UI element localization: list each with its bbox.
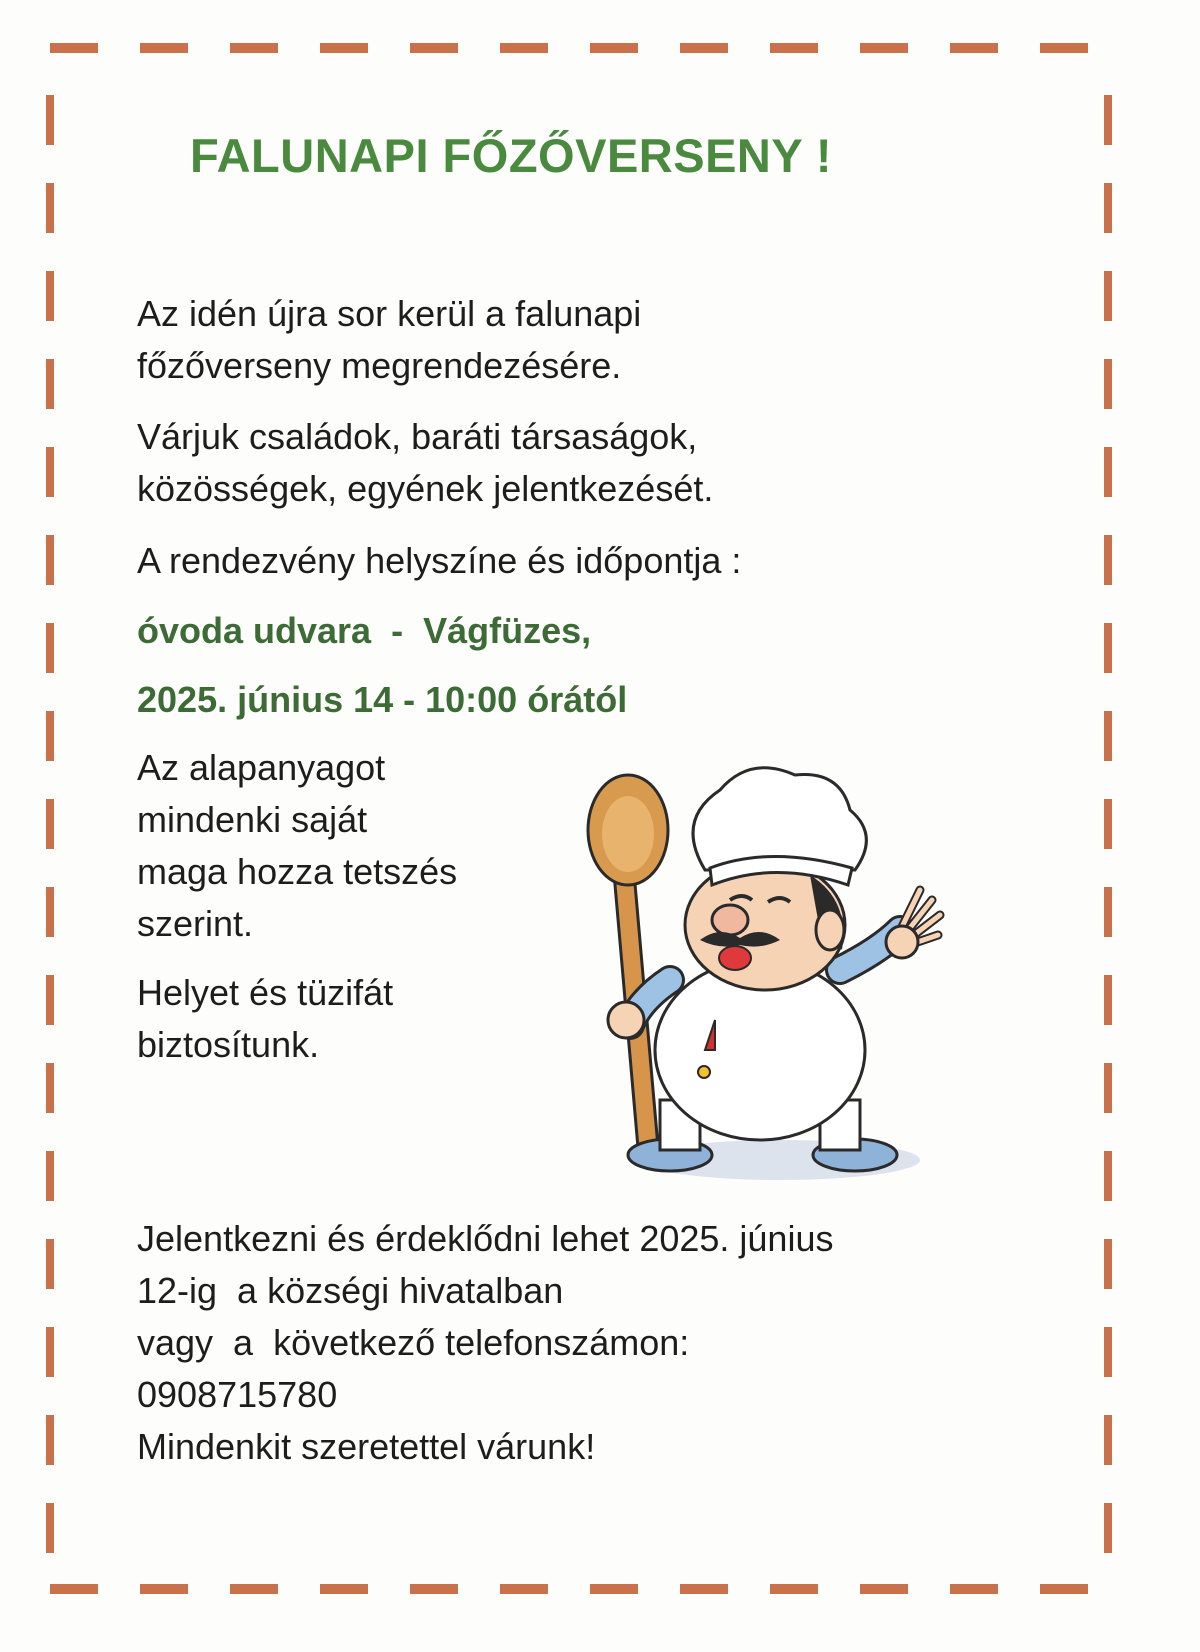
- border-dash: [46, 799, 54, 849]
- border-dash: [950, 43, 998, 53]
- border-dash: [1040, 1584, 1088, 1594]
- border-dash: [46, 447, 54, 497]
- venue-location: óvoda udvara - Vágfüzes,: [137, 610, 592, 651]
- border-dash: [680, 1584, 728, 1594]
- ingredients-line-1: Az alapanyagot: [137, 747, 386, 788]
- border-dash: [1104, 1063, 1112, 1113]
- border-dash: [320, 43, 368, 53]
- border-dash: [770, 1584, 818, 1594]
- event-datetime: 2025. június 14 - 10:00 órától: [137, 679, 628, 720]
- chef-with-wooden-spoon-icon: [580, 750, 960, 1210]
- border-dash: [46, 359, 54, 409]
- venue-label: A rendezvény helyszíne és időpontja :: [137, 540, 742, 581]
- border-dash: [1104, 1151, 1112, 1201]
- border-dash: [46, 623, 54, 673]
- border-dash: [860, 1584, 908, 1594]
- border-dash: [770, 43, 818, 53]
- border-dash: [1104, 799, 1112, 849]
- border-dash: [140, 1584, 188, 1594]
- border-dash: [46, 95, 54, 145]
- intro-line-2: főzőverseny megrendezésére.: [137, 345, 622, 386]
- border-dash: [950, 1584, 998, 1594]
- border-dash: [590, 1584, 638, 1594]
- provide-line-2: biztosítunk.: [137, 1024, 320, 1065]
- provide-line-1: Helyet és tüzifát: [137, 972, 394, 1013]
- border-dash: [50, 1584, 98, 1594]
- border-dash: [46, 711, 54, 761]
- border-dash: [1104, 1415, 1112, 1465]
- border-dash: [46, 1239, 54, 1289]
- border-dash: [46, 271, 54, 321]
- border-dash: [410, 43, 458, 53]
- closing-line: Mindenkit szeretettel várunk!: [137, 1426, 596, 1467]
- border-dash: [1104, 1327, 1112, 1377]
- border-dash: [46, 535, 54, 585]
- border-dash: [1104, 535, 1112, 585]
- contact-line-2: 12-ig a községi hivatalban: [137, 1270, 564, 1311]
- contact-line-3: vagy a következő telefonszámon:: [137, 1322, 690, 1363]
- border-dash: [230, 1584, 278, 1594]
- border-dash: [1104, 887, 1112, 937]
- invite-line-1: Várjuk családok, baráti társaságok,: [137, 416, 698, 457]
- border-dash: [1040, 43, 1088, 53]
- border-dash: [1104, 711, 1112, 761]
- border-dash: [1104, 975, 1112, 1025]
- border-dash: [590, 43, 638, 53]
- ingredients-line-4: szerint.: [137, 903, 254, 944]
- border-dash: [46, 975, 54, 1025]
- border-dash: [500, 43, 548, 53]
- border-dash: [860, 43, 908, 53]
- border-dash: [1104, 271, 1112, 321]
- contact-line-1: Jelentkezni és érdeklődni lehet 2025. június: [137, 1218, 834, 1259]
- border-dash: [1104, 95, 1112, 145]
- ingredients-line-3: maga hozza tetszés: [137, 851, 458, 892]
- border-dash: [230, 43, 278, 53]
- border-dash: [500, 1584, 548, 1594]
- intro-line-1: Az idén újra sor kerül a falunapi: [137, 293, 642, 334]
- border-dash: [46, 1503, 54, 1553]
- flyer-title: FALUNAPI FŐZŐVERSENY !: [190, 129, 833, 182]
- border-dash: [1104, 1503, 1112, 1553]
- invite-line-2: közösségek, egyének jelentkezését.: [137, 468, 714, 509]
- border-dash: [46, 183, 54, 233]
- phone-number: 0908715780: [137, 1374, 338, 1415]
- ingredients-line-2: mindenki saját: [137, 799, 368, 840]
- border-dash: [46, 887, 54, 937]
- border-dash: [46, 1151, 54, 1201]
- border-dash: [46, 1327, 54, 1377]
- border-dash: [140, 43, 188, 53]
- border-dash: [410, 1584, 458, 1594]
- border-dash: [1104, 623, 1112, 673]
- border-dash: [1104, 447, 1112, 497]
- border-dash: [1104, 359, 1112, 409]
- border-dash: [1104, 183, 1112, 233]
- border-dash: [50, 43, 98, 53]
- border-dash: [1104, 1239, 1112, 1289]
- border-dash: [46, 1063, 54, 1113]
- border-dash: [680, 43, 728, 53]
- border-dash: [46, 1415, 54, 1465]
- border-dash: [320, 1584, 368, 1594]
